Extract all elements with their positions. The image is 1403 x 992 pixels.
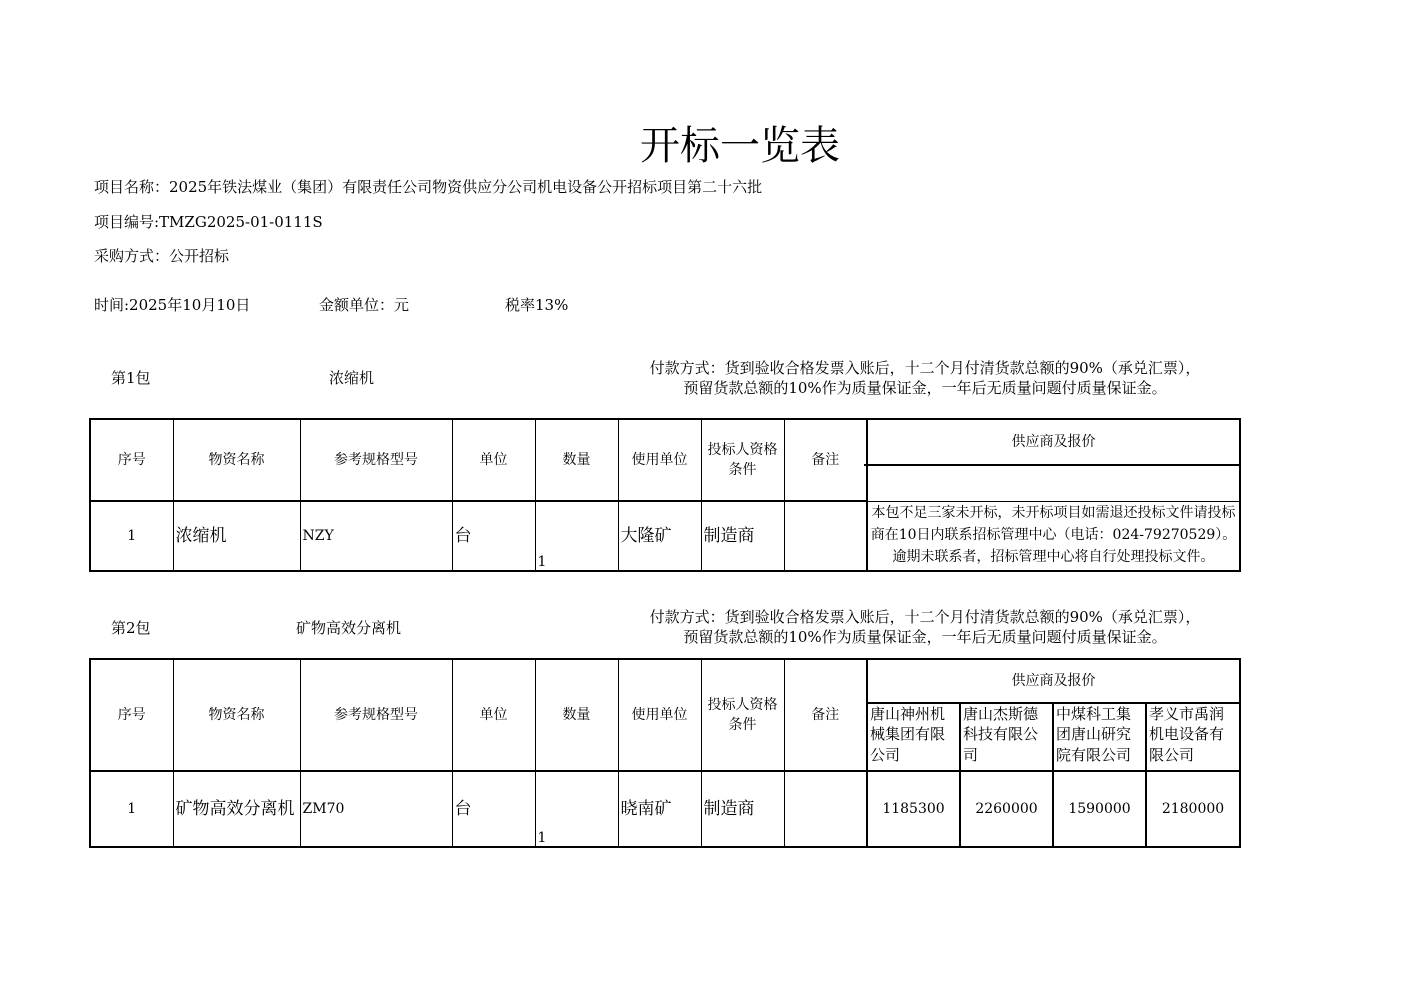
col-seq: 序号 [90,419,173,501]
cell-remark [784,501,867,571]
cell-seq: 1 [90,771,173,847]
col-qual: 投标人资格条件 [701,419,784,501]
cell-unit: 台 [452,501,535,571]
page-title: 开标一览表 [640,123,840,169]
col-unit: 单位 [452,659,535,771]
package-1-payment [605,358,1245,399]
package-1-label: 第1包 [111,369,151,387]
table-header-row [90,419,1240,465]
col-name: 物资名称 [173,659,300,771]
payment-line-2: 预留货款总额的10%作为质量保证金，一年后无质量问题付质量保证金。 [683,379,1167,398]
package-2-payment [605,607,1245,648]
cell-spec: NZY [300,501,452,571]
package-2-table [89,658,1241,848]
cell-unit: 台 [452,771,535,847]
cell-seq: 1 [90,501,173,571]
project-number: 项目编号:TMZG2025-01-0111S [94,213,323,231]
table-header-row [90,659,1240,703]
col-seq: 序号 [90,659,173,771]
col-suppliers: 供应商及报价 [867,419,1240,465]
project-name: 项目名称：2025年铁法煤业（集团）有限责任公司物资供应分公司机电设备公开招标项目第二十六批 [94,178,763,196]
col-spec: 参考规格型号 [300,419,452,501]
cell-remark [784,771,867,847]
col-spec: 参考规格型号 [300,659,452,771]
col-suppliers: 供应商及报价 [867,659,1240,703]
col-qty: 数量 [535,419,618,501]
col-remark: 备注 [784,419,867,501]
cell-user: 大隆矿 [618,501,701,571]
package-1-name: 浓缩机 [329,369,375,387]
payment-line-1: 付款方式：货到验收合格发票入账后，十二个月付清货款总额的90%（承兑汇票）， [649,359,1201,377]
not-opened-notice: 本包不足三家未开标，未开标项目如需退还投标文件请投标商在10日内联系招标管理中心（电话：024-79270529）。逾期未联系者，招标管理中心将自行处理投标文件。 [867,501,1240,571]
cell-qual: 制造商 [701,771,784,847]
supplier-name: 孝义市禹润机电设备有限公司 [1146,703,1240,771]
col-remark: 备注 [784,659,867,771]
table-row [90,771,1240,847]
col-user: 使用单位 [618,419,701,501]
cell-spec: ZM70 [300,771,452,847]
notice-top-border [864,464,1239,466]
supplier-price: 1185300 [867,771,960,847]
procurement-method: 采购方式：公开招标 [94,247,230,265]
supplier-price: 2180000 [1146,771,1240,847]
col-qual: 投标人资格条件 [701,659,784,771]
col-unit: 单位 [452,419,535,501]
cell-user: 晓南矿 [618,771,701,847]
payment-line-1: 付款方式：货到验收合格发票入账后，十二个月付清货款总额的90%（承兑汇票）， [649,608,1201,626]
bid-date: 时间:2025年10月10日 [94,296,251,314]
supplier-name: 唐山神州机械集团有限公司 [867,703,960,771]
supplier-price: 1590000 [1053,771,1146,847]
package-2-name: 矿物高效分离机 [296,619,402,637]
cell-name: 矿物高效分离机 [173,771,300,847]
cell-qty: 1 [535,771,618,847]
package-1-table [89,418,1241,572]
currency-unit: 金额单位：元 [319,296,410,314]
cell-qual: 制造商 [701,501,784,571]
supplier-name: 中煤科工集团唐山研究院有限公司 [1053,703,1146,771]
cell-name: 浓缩机 [173,501,300,571]
col-user: 使用单位 [618,659,701,771]
cell-qty: 1 [535,501,618,571]
package-2-label: 第2包 [111,619,151,637]
supplier-price: 2260000 [960,771,1053,847]
col-qty: 数量 [535,659,618,771]
payment-line-2: 预留货款总额的10%作为质量保证金，一年后无质量问题付质量保证金。 [683,628,1167,647]
supplier-name: 唐山杰斯德科技有限公司 [960,703,1053,771]
table-row [90,501,1240,571]
tax-rate: 税率13% [505,296,569,314]
col-name: 物资名称 [173,419,300,501]
